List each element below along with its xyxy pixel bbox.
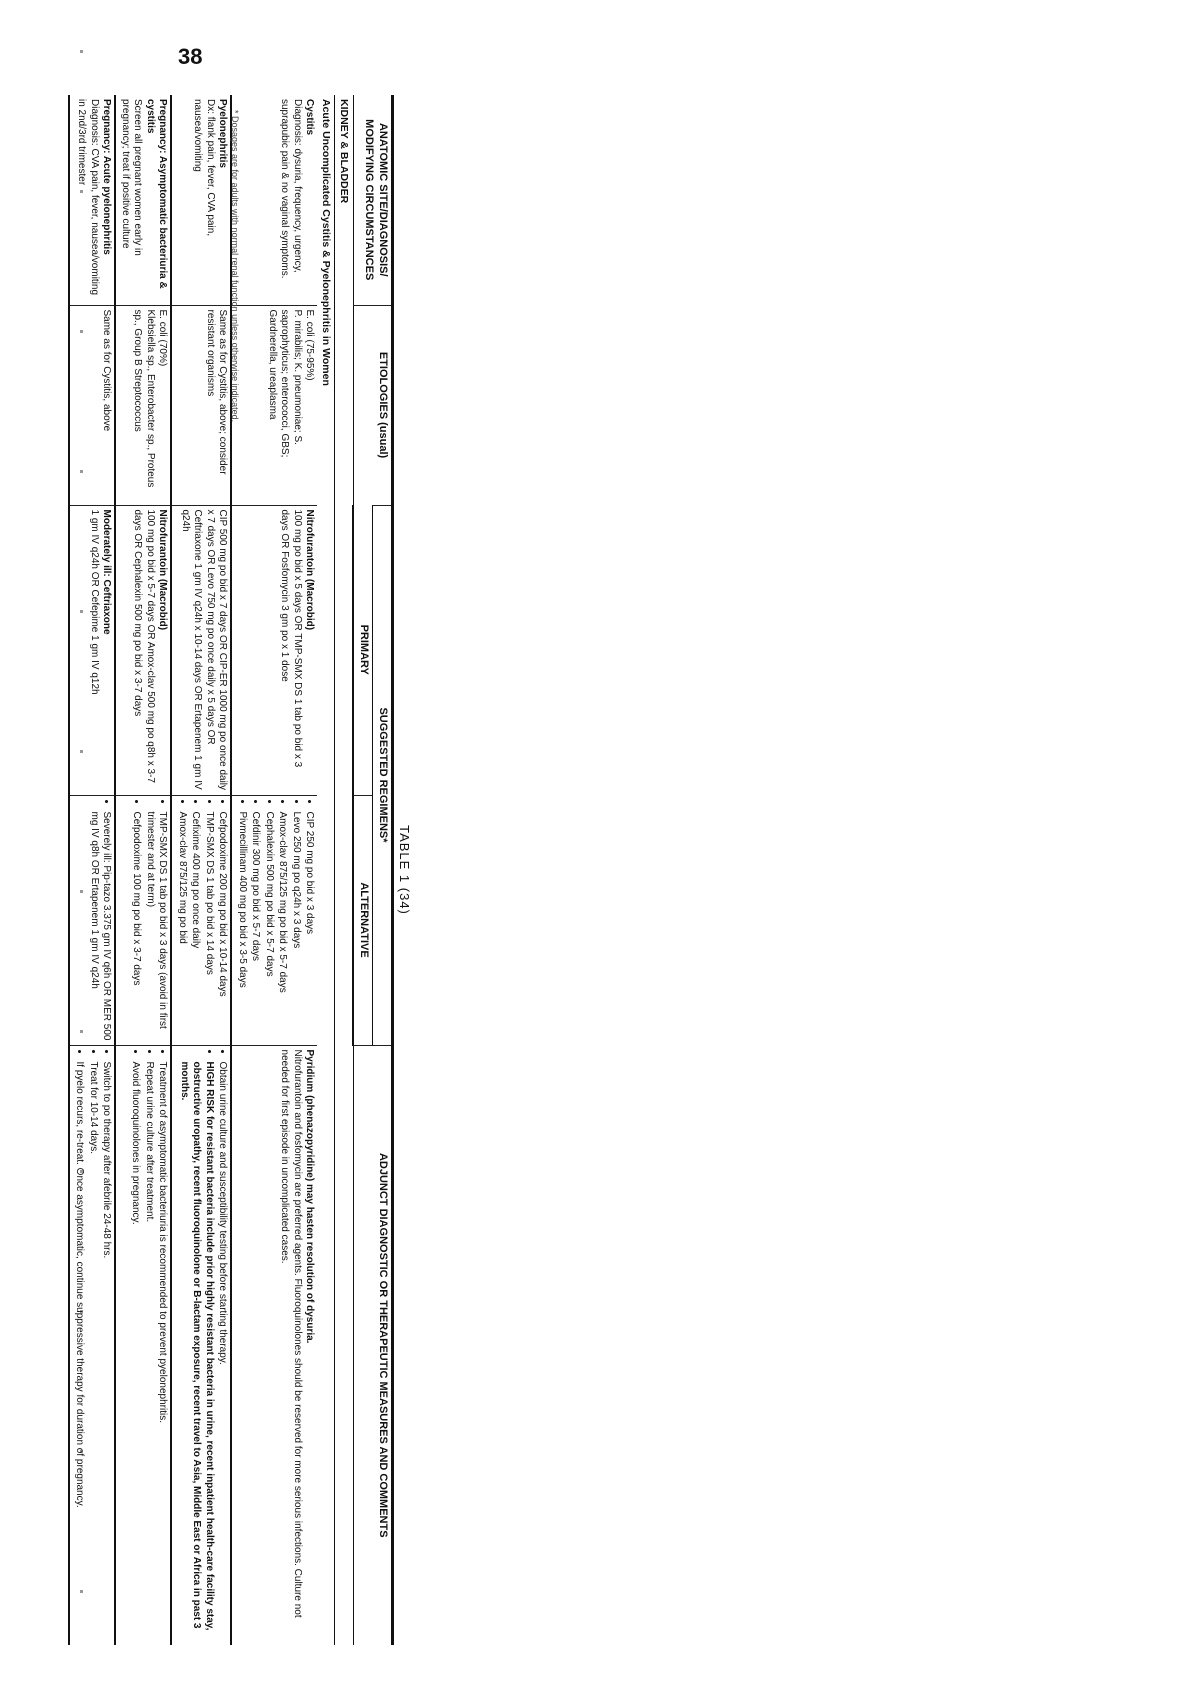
site-title: Pyelonephritis	[217, 99, 229, 168]
etiology-title: E. coli (75-95%)	[304, 309, 316, 381]
etiology-text: Same as for Cystitis, above	[101, 309, 113, 432]
alternative-item: • Severely ill: Pip-tazo 3.375 gm IV q6h OR MER 500 mg IV q8h OR Ertapenem 1 gm IV q24h	[87, 812, 112, 1041]
footnote-rotated	[230, 110, 240, 1660]
alternative-item: • TMP-SMX DS 1 tab po bid x 3 days (avoid in first trimester and at term)	[143, 812, 168, 1041]
alternative-item: • TMP-SMX DS 1 tab po bid x 14 days	[202, 812, 215, 1041]
header-etiologies: ETIOLOGIES (usual)	[354, 305, 393, 505]
primary-title: Nitrofurantoin (Macrobid)	[304, 509, 316, 631]
header-adjunct: ADJUNCT DIAGNOSTIC OR THERAPEUTIC MEASURES AND COMMENTS	[354, 1045, 393, 1645]
comment-item: • If pyelo recurs, re-treat. Once asymptomatic, continue suppressive therapy for duration of pregnancy.	[73, 1062, 86, 1642]
alternative-item: • Levo 250 mg po q24h x 3 days	[289, 812, 302, 1041]
primary-text: 100 mg po bid x 5-7 days OR Amox-clav 500 mg po q8h x 3-7 days OR Cephalexin 500 mg po bid x 3-7 days	[132, 509, 156, 783]
comment-item: • Switch to po therapy after afebrile 24-48 hrs.	[100, 1062, 113, 1642]
alternative-item: • Amox-clav 875/125 mg po bid	[175, 812, 188, 1041]
table-title: TABLE 1 (34)	[397, 825, 412, 915]
comment-item: • Obtain urine culture and susceptibility testing before starting therapy.	[216, 1062, 229, 1642]
table-row	[231, 95, 317, 1645]
comment-item: • Avoid fluoroquinolones in pregnancy.	[129, 1062, 142, 1642]
table-row	[115, 95, 171, 1645]
alternative-item: • Cefdinir 300 mg po bid x 5-7 days	[249, 812, 262, 1041]
comment-item: • HIGH RISK for resistant bacteria include prior highly resistant bacteria in urine, recent inpatient health-care facility stay, obstructive uropathy, recent fluoroquinolone or B-lactam exposure, recent travel to Asia, Middle East or Africa in past 3 months.	[177, 1062, 215, 1642]
header-suggested: SUGGESTED REGIMENS*	[373, 505, 393, 1045]
comment-title: Pyridium (phenazopyridine) may hasten resolution of dysuria.	[304, 1049, 316, 1344]
table-row	[171, 95, 231, 1645]
page-number: 38	[178, 44, 203, 69]
header-alternative: ALTERNATIVE	[354, 795, 373, 1045]
primary-text: 1 gm IV q24h OR Cefepime 1 gm IV q12h	[88, 509, 100, 695]
etiology-text: Same as for Cystitis, above; consider resistant organisms	[204, 309, 229, 475]
site-text: Diagnosis: dysuria, frequency, urgency, suprapubic pain & no vaginal symptoms.	[279, 99, 303, 279]
site-text: Dx: flank pain, fever, CVA pain, nausea/vomiting	[192, 99, 216, 237]
comment-text: Nitrofurantoin and fosfomycin are preferred agents. Fluoroquinolones should be reserved for more serious infections. Culture not needed for first episode in uncomplicated cases.	[279, 1049, 303, 1618]
site-title: Pregnancy: Asymptomatic bacteriuria & cystitis	[144, 99, 169, 289]
footnote-text: * Dosages are for adults with normal renal function unless otherwise indicated.	[230, 110, 240, 423]
etiology-text: P. mirabilis; K. pneumoniae; S. saprophyticus; enterococci, GBS; Gardnerella, ureaplasma	[266, 309, 303, 458]
alternative-item: • Cefpodoxime 200 mg po bid x 10-14 days	[216, 812, 229, 1041]
header-primary: PRIMARY	[354, 505, 373, 795]
alternative-item: • Cephalexin 500 mg po bid x 5-7 days	[262, 812, 275, 1041]
rotated-table-page	[74, 95, 1030, 1645]
table-row	[69, 95, 116, 1645]
primary-title: Nitrofurantoin (Macrobid)	[157, 509, 169, 631]
primary-text: 100 mg po bid x 5 days OR TMP-SMX DS 1 tab po bid x 3 days OR Fosfomycin 3 gm po x 1 dose	[279, 509, 303, 768]
group-heading: Acute Uncomplicated Cystitis & Pyelonephritis in Women	[320, 99, 333, 386]
header-anatomic: ANATOMIC SITE/DIAGNOSIS/ MODIFYING CIRCUMSTANCES	[354, 95, 393, 305]
comment-item: • Treat for 10-14 days.	[86, 1062, 99, 1642]
site-title: Pregnancy: Acute pyelonephritis	[101, 99, 113, 255]
alternative-item: • Pivmecillinam 400 mg po bid x 3-5 days	[235, 812, 248, 1041]
site-text: Diagnosis: CVA pain, fever, nausea/vomiting in 2nd/3rd trimester	[76, 99, 100, 296]
alternative-item: • CIP 250 mg po bid x 3 days	[303, 812, 316, 1041]
etiology-title: E. coli (70%)	[157, 309, 169, 367]
section-heading: KIDNEY & BLADDER	[338, 99, 351, 204]
primary-title: Moderately ill: Ceftriaxone	[101, 509, 113, 635]
site-title: Cystitis	[304, 99, 316, 136]
alternative-item: • Amox-clav 875/125 mg po bid x 5-7 days	[276, 812, 289, 1041]
alternative-item: • Cefpodoxime 100 mg po bid x 3-7 days	[130, 812, 143, 1041]
site-text: Screen all pregnant women early in pregnancy; treat if positive culture	[119, 99, 144, 256]
etiology-text: Klebsiella sp., Enterobacter sp., Proteus sp., Group B Streptococcus	[132, 309, 156, 488]
comment-item: • Treatment of asymptomatic bacteriuria is recommended to prevent pyelonephritis.	[156, 1062, 169, 1642]
alternative-item: • Cefixime 400 mg po once daily	[189, 812, 202, 1041]
comment-item: • Repeat urine culture after treatment.	[142, 1062, 155, 1642]
primary-text: CIP 500 mg po bid x 7 days OR CIP-ER 1000 mg po once daily x 7 days OR Levo 750 mg po once daily x 5 days OR Ceftriaxone 1 gm IV q24h x 10-14 days OR Ertapenem 1 gm IV q24h	[179, 509, 229, 791]
